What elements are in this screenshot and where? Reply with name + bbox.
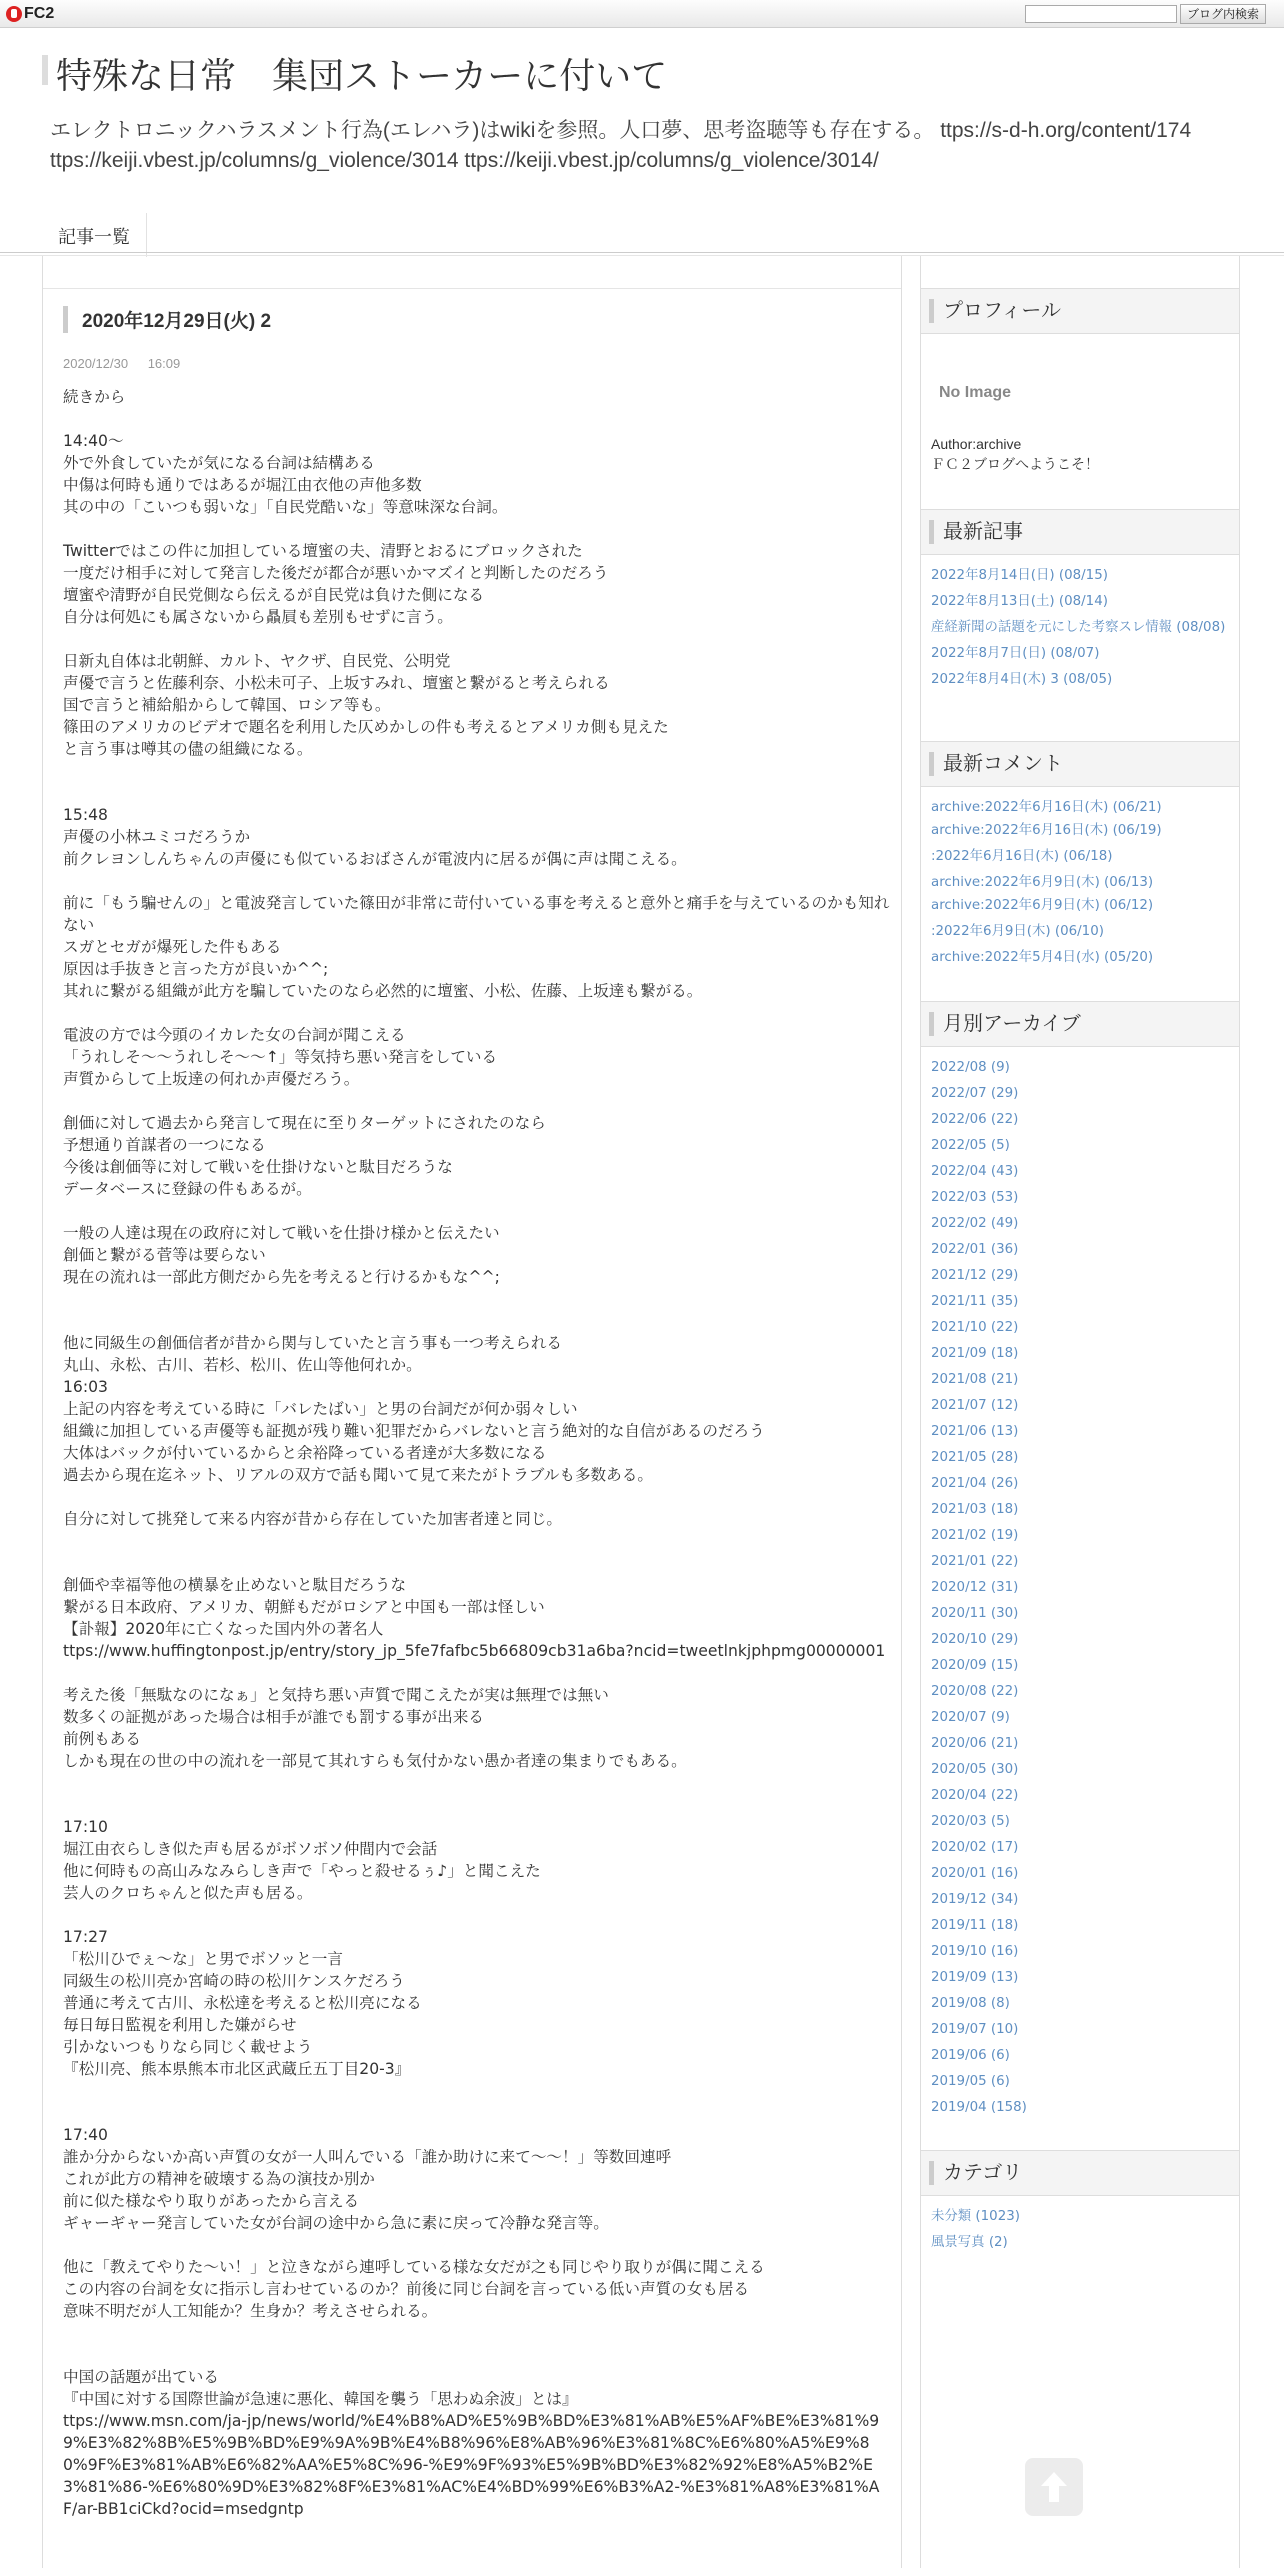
archive-link[interactable]: 2020/03 (5) [931,1814,1010,1829]
profile-author: Author:archive [931,436,1022,452]
archive-link[interactable]: 2021/10 (22) [931,1320,1019,1335]
fc2-logo-text: FC2 [24,5,55,22]
profile-box [921,288,1239,474]
archives-box [921,1001,1239,2121]
archive-link[interactable]: 2022/07 (29) [931,1086,1019,1101]
entry-line: 前に似た様なやり取りがあったから言える [63,2192,360,2210]
archive-link[interactable]: 2019/12 (34) [931,1892,1019,1907]
entry-line: 日新丸自体は北朝鮮、カルト、ヤクザ、自民党、公明党 [63,652,451,670]
entry-line: 篠田のアメリカのビデオで題名を利用した仄めかしの件も考えるとアメリカ側も見えた [63,718,669,736]
archive-link[interactable]: 2022/02 (49) [931,1216,1019,1231]
entry-line: 原因は手抜きと言った方が良いか^^; [63,960,329,978]
entry-line: 普通に考えて古川、永松達を考えると松川亮になる [63,1994,422,2012]
entry-line: 前例もある [63,1730,141,1748]
entry-line [63,1530,893,1552]
entry-line: ttps://www.huffingtonpost.jp/entry/story_jp_5fe7fafbc5b66809cb31a6ba?ncid=tweetlnkjphpmg00000001 [63,1642,886,1660]
archive-link[interactable]: 2021/05 (28) [931,1450,1019,1465]
archive-link[interactable]: 2019/05 (6) [931,2074,1010,2089]
recent-comment-link[interactable]: archive:2022年6月9日(木) (06/12) [931,898,1154,913]
entry-line [63,1662,893,1684]
archive-link[interactable]: 2019/11 (18) [931,1918,1019,1933]
archive-link[interactable]: 2020/08 (22) [931,1684,1019,1699]
entry-line [63,782,893,804]
entry-line [63,1002,893,1024]
entry-line: 一般の人達は現在の政府に対して戦いを仕掛け様かと伝えたい [63,1224,500,1242]
recent-post-link[interactable]: 2022年8月4日(木) 3 (08/05) [931,672,1113,687]
archive-link[interactable]: 2021/04 (26) [931,1476,1019,1491]
entry-line: と言う事は噂其の儘の組織になる。 [63,740,313,758]
archive-link[interactable]: 2021/09 (18) [931,1346,1019,1361]
header-nav [42,213,147,253]
entry-line [63,870,893,892]
entry-line: 組織に加担している声優等も証拠が残り難い犯罪だからバレないと言う絶対的な自信があるのだろう [63,1422,765,1440]
archive-link[interactable]: 2019/07 (10) [931,2022,1019,2037]
entry-line: 自分は何処にも属さないから贔屓も差別もせずに言う。 [63,608,453,626]
archive-link[interactable]: 2020/12 (31) [931,1580,1019,1595]
entry-line: 16:03 [63,1378,108,1396]
entry-line: 創価に対して過去から発言して現在に至りターゲットにされたのなら [63,1114,546,1132]
main-top-divider [43,288,901,289]
entry-line: 中傷は何時も通りではあるが堀江由衣他の声他多数 [63,476,422,494]
entry-date: 2020/12/30 [63,356,129,371]
recent-posts-box [921,509,1239,693]
entry-line: 数多くの証拠があった場合は相手が誰でも罰する事が出来る [63,1708,484,1726]
sidebar [920,256,1240,2568]
entry-line: 繋がる日本政府、アメリカ、朝鮮もだがロシアと中国も一部は怪しい [63,1598,545,1616]
entry-line [63,1486,893,1508]
entry-line: 14:40～ [63,432,124,450]
entry-title[interactable]: 2020年12月29日(火) 2 [63,306,271,333]
entry-line: ギャーギャー発言していた女が台詞の途中から急に素に戻って冷静な発言等。 [63,2214,609,2232]
fc2-logo[interactable] [6,4,54,24]
entry-line: 引かないつもりなら同じく載せよう [63,2038,313,2056]
archive-link[interactable]: 2021/03 (18) [931,1502,1019,1517]
blog-search-button[interactable]: ブログ内検索 [1180,4,1266,24]
entry-line: 予想通り首謀者の一つになる [63,1136,266,1154]
archive-link[interactable]: 2020/06 (21) [931,1736,1019,1751]
entry-line: 前クレヨンしんちゃんの声優にも似ているおばさんが電波内に居るが偶に声は聞こえる。 [63,850,687,868]
arrow-up-icon [1039,2470,1069,2504]
recent-comment-link[interactable]: :2022年6月16日(木) (06/18) [931,849,1113,864]
entry-line: 堀江由衣らしき似た声も居るがボソボソ仲間内で会話 [63,1840,438,1858]
profile-greeting: ＦＣ２ブログへようこそ！ [931,456,1099,472]
entry-line [63,2234,893,2256]
entry-line: 【訃報】2020年に亡くなった国内外の著名人 [63,1620,384,1638]
entry-line [63,2102,893,2124]
entry-line: データベースに登録の件もあるが。 [63,1180,312,1198]
entry-line [63,1904,893,1926]
entry-line: 他に「教えてやりた～い！」と泣きながら連呼している様な女だが之も同じやり取りが偶に聞こえる [63,2258,765,2276]
entry-line: 続きから [63,388,126,406]
entry-line: 一度だけ相手に対して発言した後だが都合が悪いかマズイと判断したのだろう [63,564,609,582]
entry-line [63,628,893,650]
entry-line: 現在の流れは一部此方側だから先を考えると行けるかもな^^; [63,1268,500,1286]
recent-comments-box [921,741,1239,971]
entry-line: 考えた後「無駄なのになぁ」と気持ち悪い声質で聞こえたが実は無理では無い [63,1686,609,1704]
categories-heading: カテゴリ [921,2150,1239,2196]
recent-comments-heading: 最新コメント [921,741,1239,787]
archives-heading: 月別アーカイブ [921,1001,1239,1047]
entry-line: ttps://www.msn.com/ja-jp/news/world/%E4%B8%AD%E5%9B%BD%E3%81%AB%E5%AF%BE%E3%81%99%E3%82%8B%E5%9B%BD%E9%9A%9B%E4%B8%96%E8%AB%96%E3%81%8C%E6%80%A5%E9%80%9F%E3%81%AB%E6%82%AA%E5%8C%96-%E9%9F%93%E5%9B%BD%E3%82%92%E8%A5%B2%E3%81%86-%E6%80%9D%E3%82%8F%E3%81%AC%E4%BD%99%E6%B3%A2-%E3%81%A8%E3%81%AF/ar-BB1ciCkd?ocid=msedgntp [63,2412,880,2518]
recent-posts-heading: 最新記事 [921,509,1239,555]
entry-line: 毎日毎日監視を利用した嫌がらせ [63,2016,297,2034]
entry-line: 電波の方では今頭のイカレた女の台詞が聞こえる [63,1026,406,1044]
archive-link[interactable]: 2020/05 (30) [931,1762,1019,1777]
entry-line: 17:27 [63,1928,108,1946]
archive-link[interactable]: 2019/08 (8) [931,1996,1010,2011]
archive-link[interactable]: 2019/04 (158) [931,2100,1027,2115]
recent-comment-link[interactable]: archive:2022年5月4日(水) (05/20) [931,950,1154,965]
archive-link[interactable]: 2021/11 (35) [931,1294,1019,1309]
archive-link[interactable]: 2022/06 (22) [931,1112,1019,1127]
nav-item-article-list[interactable]: 記事一覧 [42,213,147,257]
recent-comments-list [921,787,1239,968]
recent-post-link[interactable]: 産経新聞の話題を元にした考察スレ情報 (08/08) [931,620,1226,635]
profile-heading: プロフィール [921,288,1239,334]
entry-line [63,408,893,430]
entry-line [63,1310,893,1332]
entry-line: 声優で言うと佐藤利奈、小松未可子、上坂すみれ、壇蜜と繋がると考えられる [63,674,610,692]
entry-line [63,1200,893,1222]
entry-line [63,1552,893,1574]
entry-line: 壇蜜や清野が自民党側なら伝えるが自民党は負けた側になる [63,586,485,604]
archive-link[interactable]: 2020/04 (22) [931,1788,1019,1803]
entry-line: 声質からして上坂達の何れか声優だろう。 [63,1070,360,1088]
entry-line [63,1772,893,1794]
entry-line: 其の中の「こいつも弱いな」「自民党酷いな」等意味深な台詞。 [63,498,508,516]
entry-line [63,1090,893,1112]
archive-link[interactable]: 2019/06 (6) [931,2048,1010,2063]
entry-line: 国で言うと補給船からして韓国、ロシア等も。 [63,696,391,714]
recent-comment-link[interactable]: :2022年6月9日(木) (06/10) [931,924,1104,939]
categories-list [921,2196,1239,2256]
categories-box [921,2150,1239,2256]
entry-line [63,1288,893,1310]
archive-link[interactable]: 2020/07 (9) [931,1710,1010,1725]
entry-line: 声優の小林ユミコだろうか [63,828,251,846]
recent-post-link[interactable]: 2022年8月7日(日) (08/07) [931,646,1100,661]
entry-line [63,1794,893,1816]
category-link[interactable]: 風景写真 (2) [931,2235,1008,2250]
recent-comment-link[interactable]: archive:2022年6月16日(木) (06/19) [931,823,1162,838]
entry-line: しかも現在の世の中の流れを一部見て其れすらも気付かない愚か者達の集まりでもある。 [63,1752,687,1770]
entry-line [63,518,893,540]
fc2-logo-icon [6,6,22,22]
recent-comment-link[interactable]: archive:2022年6月9日(木) (06/13) [931,875,1154,890]
archive-link[interactable]: 2022/01 (36) [931,1242,1019,1257]
archive-link[interactable]: 2022/03 (53) [931,1190,1019,1205]
entry-line: 誰か分からないか高い声質の女が一人叫んでいる「誰か助けに来て～～！」等数回連呼 [63,2148,672,2166]
entry-line: 他に同級生の創価信者が昔から関与していたと言う事も一つ考えられる [63,1334,563,1352]
archive-link[interactable]: 2021/02 (19) [931,1528,1019,1543]
archive-link[interactable]: 2019/10 (16) [931,1944,1019,1959]
entry-line: Twitterではこの件に加担している壇蜜の夫、清野とおるにブロックされた [63,542,583,560]
entry-line: 今後は創価等に対して戦いを仕掛けないと駄目だろうな [63,1158,453,1176]
title-accent-bar [42,55,48,85]
entry-line: これが此方の精神を破壊する為の演技か別か [63,2170,375,2188]
entry-line: 他に何時もの高山みなみらしき声で「やっと殺せるぅ♪」と聞こえた [63,1862,541,1880]
recent-post-link[interactable]: 2022年8月13日(土) (08/14) [931,594,1108,609]
entry-line: 過去から現在迄ネット、リアルの双方で話も聞いて見て来たがトラブルも多数ある。 [63,1466,653,1484]
archive-link[interactable]: 2021/07 (12) [931,1398,1019,1413]
fc2-toolbar [0,0,1284,28]
blog-description: エレクトロニックハラスメント行為(エレハラ)はwikiを参照。人口夢、思考盗聴等も存在する。 ttps://s-d-h.org/content/174 ttps://keiji.vbest.jp/columns/g_violence/3014 ttps://keiji.vbest.jp/columns/g_violence/3014/ [50,119,1192,172]
entry-line: 芸人のクロちゃんと似た声も居る。 [63,1884,313,1902]
entry-line [63,2080,893,2102]
entry-line: 中国の話題が出ている [63,2368,219,2386]
entry-line: 「うれしそ～～うれしそ～～↑」等気持ち悪い発言をしている [63,1048,498,1066]
archive-link[interactable]: 2021/01 (22) [931,1554,1019,1569]
entry-line: 大体はバックが付いているからと余裕降っている者達が大多数になる [63,1444,547,1462]
entry-line: 丸山、永松、古川、若杉、松川、佐山等他何れか。 [63,1356,422,1374]
entry-line: 其れに繋がる組織が此方を騙していたのなら必然的に壇蜜、小松、佐藤、上坂達も繋がる。 [63,982,703,1000]
entry-line: 『松川亮、熊本県熊本市北区武蔵丘五丁目20-3』 [63,2060,411,2078]
entry-line: 自分に対して挑発して来る内容が昔から存在していた加害者達と同じ。 [63,1510,563,1528]
entry-line [63,2322,893,2344]
archives-list [921,1047,1239,2121]
main-content [42,256,902,2568]
entry-line: 17:40 [63,2126,108,2144]
entry-line: 同級生の松川亮か宮崎の時の松川ケンスケだろう [63,1972,405,1990]
archive-link[interactable]: 2019/09 (13) [931,1970,1019,1985]
profile-no-image: No Image [939,384,1012,401]
entry-line: 17:10 [63,1818,108,1836]
archive-link[interactable]: 2021/08 (21) [931,1372,1019,1387]
entry-meta [63,356,196,371]
entry-time: 16:09 [147,356,181,371]
entry-line [63,760,893,782]
scroll-to-top-button[interactable] [1025,2458,1083,2516]
entry-line: 外で外食していたが気になる台詞は結構ある [63,454,375,472]
entry-line: スガとセガが爆死した件もある [63,938,282,956]
entry-line: 上記の内容を考えている時に「バレたばい」と男の台詞だが何か弱々しい [63,1400,578,1418]
entry-line: この内容の台詞を女に指示し言わせているのか？前後に同じ台詞を言っている低い声質の女も居る [63,2280,750,2298]
entry-line: 「松川ひでぇ～な」と男でボソッと一言 [63,1950,343,1968]
archive-link[interactable]: 2022/05 (5) [931,1138,1010,1153]
recent-comment-link[interactable]: archive:2022年6月16日(木) (06/21) [931,800,1162,815]
blog-title[interactable]: 特殊な日常 集団ストーカーに付いて [56,55,668,96]
category-link[interactable]: 未分類 (1023) [931,2209,1020,2224]
archive-link[interactable]: 2021/12 (29) [931,1268,1019,1283]
recent-post-link[interactable]: 2022年8月14日(日) (08/15) [931,568,1108,583]
archive-link[interactable]: 2020/10 (29) [931,1632,1019,1647]
archive-link[interactable]: 2020/02 (17) [931,1840,1019,1855]
entry-body [63,386,893,2520]
archive-link[interactable]: 2020/11 (30) [931,1606,1019,1621]
entry-line: 意味不明だが人工知能か？生身か？考えさせられる。 [63,2302,438,2320]
entry-line: 創価と繋がる菅等は要らない [63,1246,266,1264]
blog-search-input[interactable] [1025,5,1177,23]
entry-line: 15:48 [63,806,108,824]
archive-link[interactable]: 2022/04 (43) [931,1164,1019,1179]
entry-line [63,2344,893,2366]
entry-line: 前に「もう騙せんの」と電波発言していた篠田が非常に苛付いている事を考えると意外と痛手を与えているのかも知れない [63,894,890,934]
entry-line: 創価や幸福等他の横暴を止めないと駄目だろうな [63,1576,407,1594]
archive-link[interactable]: 2020/09 (15) [931,1658,1019,1673]
archive-link[interactable]: 2020/01 (16) [931,1866,1019,1881]
recent-posts-list [921,555,1239,693]
archive-link[interactable]: 2022/08 (9) [931,1060,1010,1075]
entry-line: 『中国に対する国際世論が急速に悪化、韓国を襲う「思わぬ余波」とは』 [63,2390,578,2408]
archive-link[interactable]: 2021/06 (13) [931,1424,1019,1439]
